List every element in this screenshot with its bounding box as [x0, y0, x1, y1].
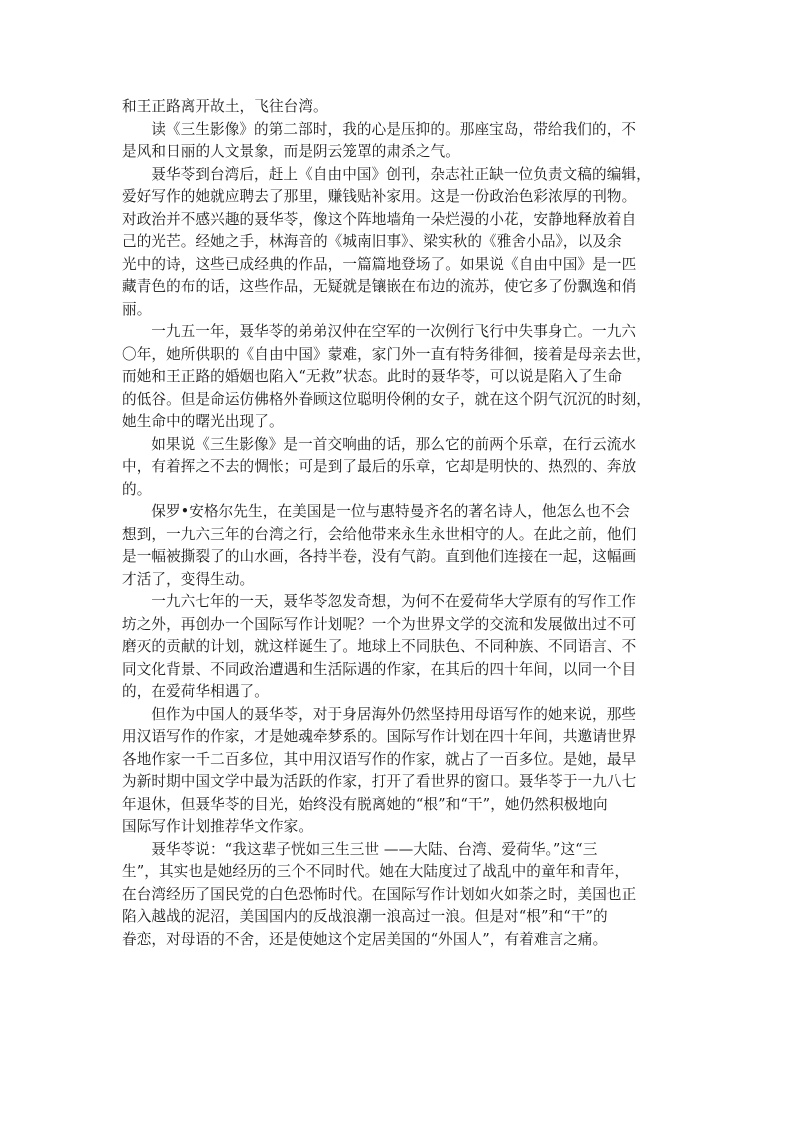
paragraph: 聂华苓说：“我这辈子恍如三生三世 ——大陆、台湾、爱荷华。”这“三 生”，其实也是她经历的三个不同时代。她在大陆度过了战乱中的童年和青年， 在台湾经历了国民党的白色恐怖时代。在国际写作计划如火如荼之时，美国也正 陷入越战的泥沼，美国国内的反战浪潮一浪高过一浪。但是对“根”和“干”的 眷恋，对母语的不舍，还是使她这个定居美国的“外国人”，有着难言之痛。 — [122, 840, 637, 948]
paragraph: 一九六七年的一天，聂华苓忽发奇想，为何不在爱荷华大学原有的写作工作 坊之外，再创办一个国际写作计划呢？一个为世界文学的交流和发展做出过不可 磨灭的贡献的计划，就这样诞生了。地球上不同肤色、不同种族、不同语言、不 同文化背景、不同政治遭遇和生活际遇的作家，在其后的四十年间，以同一个目 的，在爱荷华相遇了。 — [122, 593, 637, 700]
document-page — [122, 96, 686, 951]
paragraph: 读《三生影像》的第二部时，我的心是压抑的。那座宝岛，带给我们的，不 是风和日丽的人文景象，而是阴云笼罩的肃杀之气。 — [122, 120, 637, 160]
paragraph-continuation: 和王正路离开故土，飞往台湾。 — [122, 98, 328, 115]
paragraph: 一九五一年，聂华苓的弟弟汉仲在空军的一次例行飞行中失事身亡。一九六 〇年，她所供职的《自由中国》蒙难，家门外一直有特务徘徊，接着是母亲去世， 而她和王正路的婚姻也陷入“无救”状态。此时的聂华苓，可以说是陷入了生命 的低谷。但是命运仿佛格外眷顾这位聪明伶俐的女子，就在这个阴气沉沉的时刻， 她生命中的曙光出现了。 — [122, 323, 651, 430]
paragraph: 如果说《三生影像》是一首交响曲的话，那么它的前两个乐章，在行云流水 中，有着挥之不去的惆怅；可是到了最后的乐章，它却是明快的、热烈的、奔放 的。 — [122, 435, 637, 498]
paragraph: 但作为中国人的聂华苓，对于身居海外仍然坚持用母语写作的她来说，那些 用汉语写作的作家，才是她魂牵梦系的。国际写作计划在四十年间，共邀请世界 各地作家一千二百多位，其中用汉语写作的作家，就占了一百多位。是她，最早 为新时期中国文学中最为活跃的作家，打开了看世界的窗口。聂华苓于一九八七 年退休，但聂华苓的目光，始终没有脱离她的“根”和“干”，她仍然积极地向 国际写作计划推荐华文作家。 — [122, 705, 637, 835]
paragraph: 聂华苓到台湾后，赶上《自由中国》创刊，杂志社正缺一位负责文稿的编辑， 爱好写作的她就应聘去了那里，赚钱贴补家用。这是一份政治色彩浓厚的刊物。 对政治并不感兴趣的聂华苓，像这个阵地墙角一朵烂漫的小花，安静地释放着自 己的光芒。经她之手，林海音的《城南旧事》、梁实秋的《雅舍小品》，以及余 光中的诗，这些已成经典的作品，一篇篇地登场了。如果说《自由中国》是一匹 藏青色的布的话，这些作品，无疑就是镶嵌在布边的流苏，使它多了份飘逸和俏 丽。 — [122, 165, 651, 318]
paragraph: 保罗•安格尔先生，在美国是一位与惠特曼齐名的著名诗人，他怎么也不会 想到，一九六三年的台湾之行，会给他带来永生永世相守的人。在此之前，他们 是一幅被撕裂了的山水画，各持半卷，没有气韵。直到他们连接在一起，这幅画 才活了，变得生动。 — [122, 503, 637, 588]
